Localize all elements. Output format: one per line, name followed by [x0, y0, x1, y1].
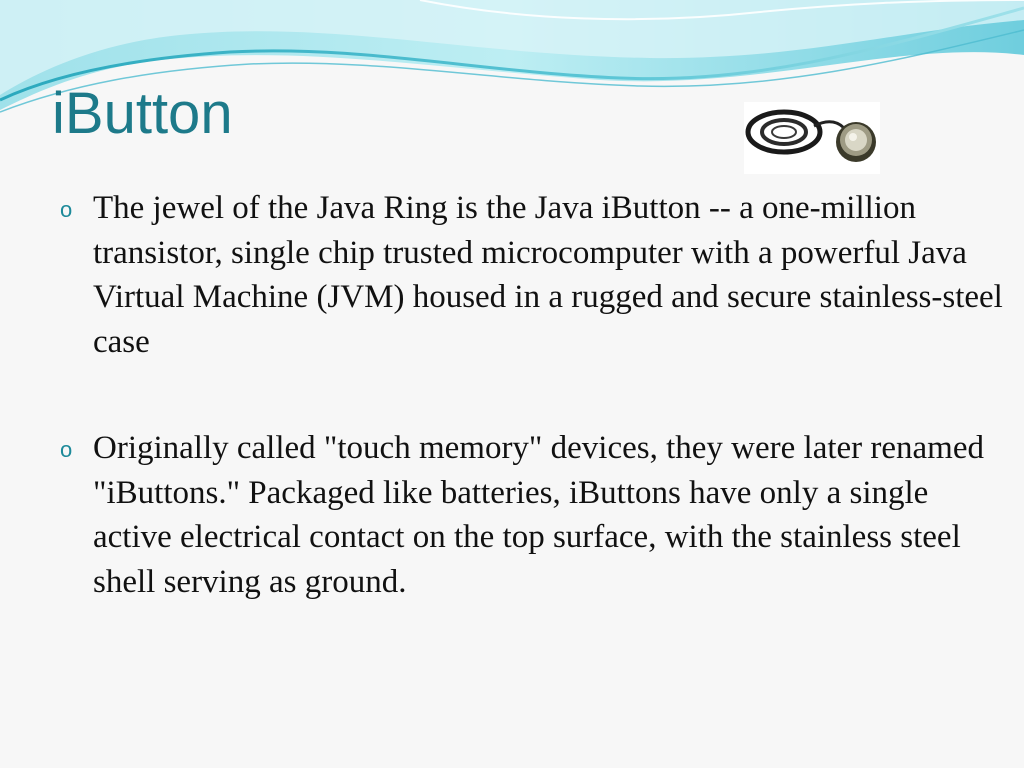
bullet-marker-icon: o — [60, 437, 73, 462]
bullet-item — [58, 186, 1008, 364]
bullet-item — [58, 426, 1008, 604]
ibutton-ring-photo-icon — [744, 102, 880, 174]
bullet-list — [58, 186, 1008, 604]
bullet-marker-icon: o — [60, 197, 73, 222]
slide-title: iButton — [52, 81, 233, 146]
bullet-text: The jewel of the Java Ring is the Java iButton -- a one-million transistor, single chip trusted microcomputer with a powerful Java Virtual Machine (JVM) housed in a rugged and secure stainless-steel case — [93, 190, 1003, 360]
bullet-text: Originally called "touch memory" devices, they were later renamed "iButtons." Packaged like batteries, iButtons have only a single active electrical contact on the top surface, with the stainless steel shell serving as ground. — [93, 430, 984, 600]
